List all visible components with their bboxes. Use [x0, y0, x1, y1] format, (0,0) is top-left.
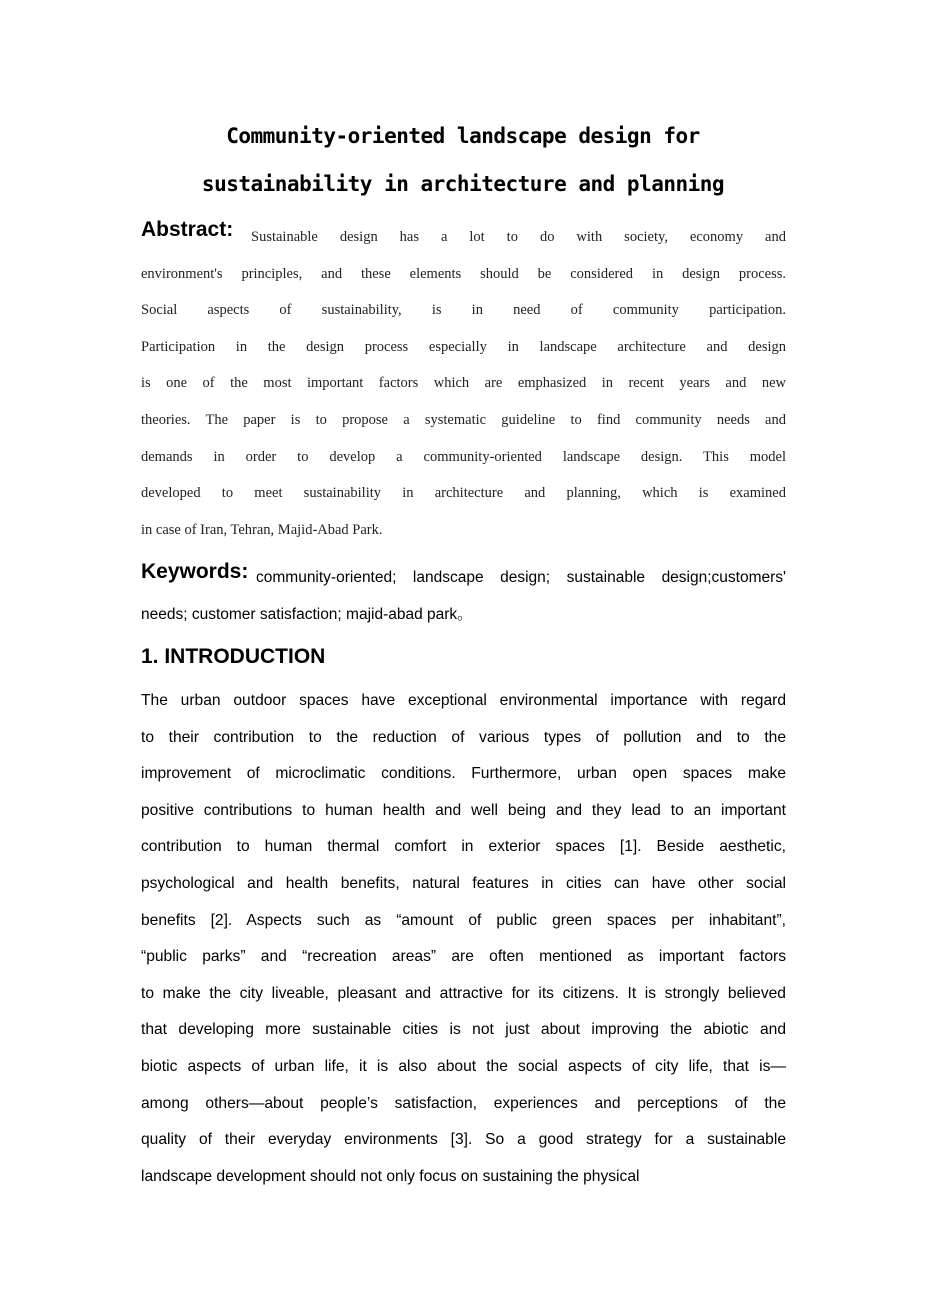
text-line: in case of Iran, Tehran, Majid-Abad Park.	[141, 521, 383, 538]
text-line: environment's principles, and these elements should be considered in design process.	[141, 265, 786, 282]
text-line: Social aspects of sustainability, is in need of community participation.	[141, 302, 786, 319]
text-line: benefits [2]. Aspects such as “amount of public green spaces per inhabitant”,	[141, 911, 786, 929]
text-line: theories. The paper is to propose a systematic guideline to find community needs and	[141, 411, 786, 428]
introduction-text	[141, 683, 786, 1195]
text-line: is one of the most important factors which are emphasized in recent years and new	[141, 375, 786, 392]
paper-title-line-1: Community-oriented landscape design for	[226, 124, 700, 148]
keywords-text	[141, 560, 786, 633]
text-line: needs; customer satisfaction; majid-abad park。	[141, 605, 473, 623]
keywords-label: Keywords:	[141, 560, 249, 583]
text-line: psychological and health benefits, natural features in cities can have other social	[141, 874, 786, 892]
section-heading-introduction: 1. INTRODUCTION	[141, 645, 326, 668]
text-line: developed to meet sustainability in architecture and planning, which is examined	[141, 485, 786, 502]
text-line: quality of their everyday environments [3]. So a good strategy for a sustainable	[141, 1131, 786, 1149]
text-line: The urban outdoor spaces have exceptional environmental importance with regard	[141, 692, 786, 709]
text-line: contribution to human thermal comfort in exterior spaces [1]. Beside aesthetic,	[141, 838, 786, 856]
abstract-label: Abstract:	[141, 218, 234, 241]
text-line: community-oriented; landscape design; sustainable design;customers'	[256, 569, 786, 586]
text-line: demands in order to develop a community-oriented landscape design. This model	[141, 448, 786, 465]
abstract-text	[141, 219, 786, 548]
text-line: improvement of microclimatic conditions. Furthermore, urban open spaces make	[141, 765, 786, 783]
text-line: positive contributions to human health and well being and they lead to an important	[141, 801, 786, 819]
text-line: to their contribution to the reduction of various types of pollution and to the	[141, 728, 786, 746]
text-line: biotic aspects of urban life, it is also about the social aspects of city life, that is—	[141, 1057, 786, 1075]
text-line: that developing more sustainable cities is not just about improving the abiotic and	[141, 1021, 786, 1039]
paper-title-line-2: sustainability in architecture and planning	[201, 172, 725, 196]
text-line: Sustainable design has a lot to do with society, economy and	[251, 229, 786, 245]
text-line: Participation in the design process especially in landscape architecture and design	[141, 338, 786, 355]
text-line: to make the city liveable, pleasant and attractive for its citizens. It is strongly believed	[141, 984, 786, 1002]
text-line: landscape development should not only focus on sustaining the physical	[141, 1167, 640, 1185]
text-line: “public parks” and “recreation areas” are often mentioned as important factors	[141, 948, 786, 966]
text-line: among others—about people’s satisfaction, experiences and perceptions of the	[141, 1094, 786, 1112]
